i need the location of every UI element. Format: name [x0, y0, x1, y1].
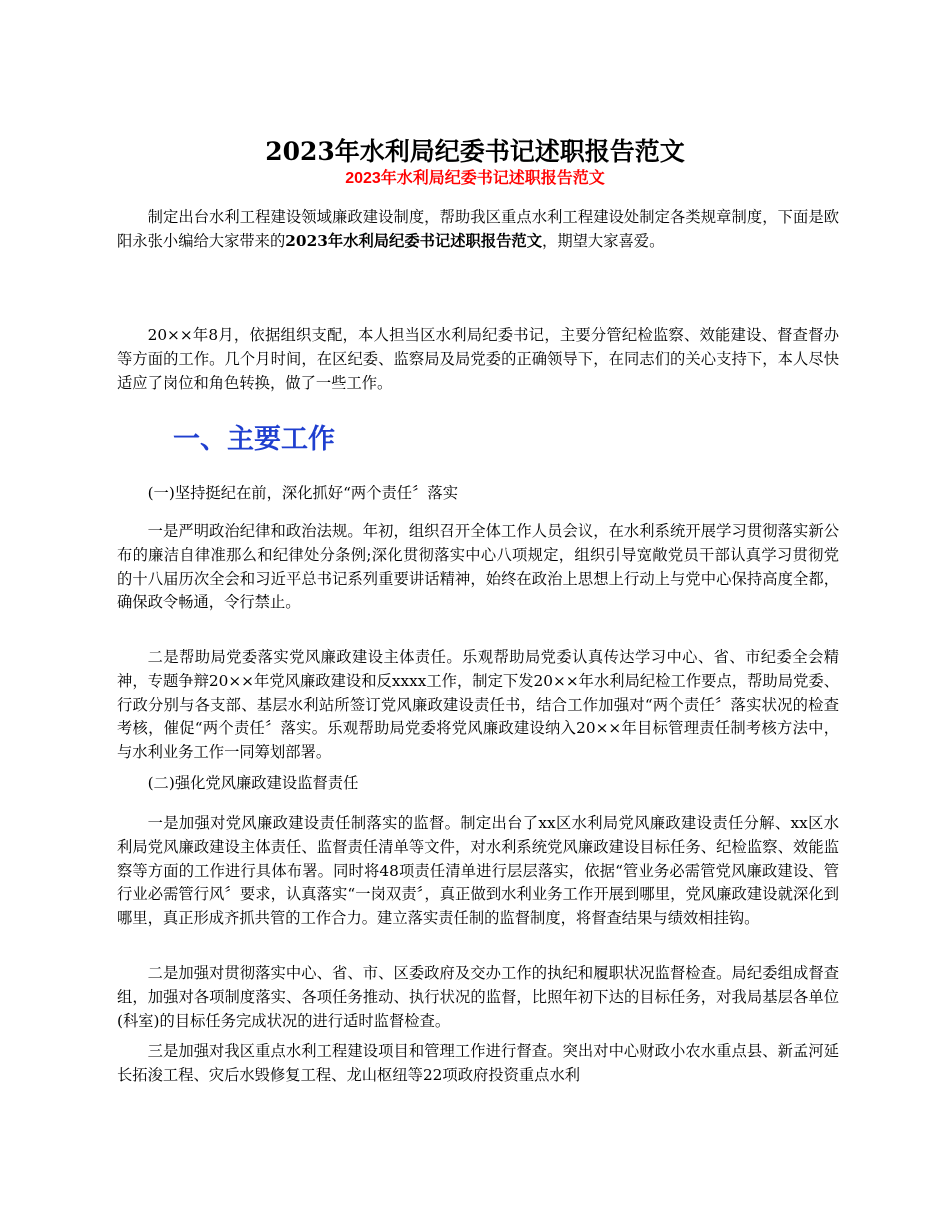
intro-bold-title: 2023年水利局纪委书记述职报告范文	[285, 231, 543, 250]
subsection-1-paragraph-2: 二是帮助局党委落实党风廉政建设主体责任。乐观帮助局党委认真传达学习中心、省、市纪委全会精神，专题争辩20××年党风廉政建设和反xxxx工作，制定下发20××年水利局纪检工作要点，帮助局党委、行政分别与各支部、基层水利站所签订党风廉政建设责任书，结合工作加强对“两个责任〞落实状况的检查考核，催促“两个责任〞落实。乐观帮助局党委将党风廉政建设纳入20××年目标管理责任制考核方法中，与水利业务工作一同筹划部署。	[117, 648, 839, 762]
document-subtitle: 2023年水利局纪委书记述职报告范文	[345, 170, 605, 187]
intro-paragraph	[117, 206, 839, 254]
intro-text-end: ，期望大家喜爱。	[542, 231, 665, 250]
subsection-1-title: (一)坚持挺纪在前，深化抓好“两个责任〞落实	[147, 484, 458, 502]
section-heading: 一、主要工作	[173, 424, 335, 455]
subsection-2-paragraph-3: 三是加强对我区重点水利工程建设项目和管理工作进行督查。突出对中心财政小农水重点县、新孟河延长拓浚工程、灾后水毁修复工程、龙山枢纽等22项政府投资重点水利	[117, 1042, 839, 1084]
subsection-2-title: (二)强化党风廉政建设监督责任	[147, 774, 359, 792]
subsection-1-paragraph-1: 一是严明政治纪律和政治法规。年初，组织召开全体工作人员会议，在水利系统开展学习贯彻落实新公布的廉洁自律准那么和纪律处分条例;深化贯彻落实中心八项规定，组织引导宽敞党员干部认真学习贯彻党的十八届历次全会和习近平总书记系列重要讲话精神，始终在政治上思想上行动上与党中心保持高度全都，确保政令畅通，令行禁止。	[117, 522, 839, 612]
subsection-2-paragraph-2: 二是加强对贯彻落实中心、省、市、区委政府及交办工作的执纪和履职状况监督检查。局纪委组成督查组，加强对各项制度落实、各项任务推动、执行状况的监督，比照年初下达的目标任务，对我局基层各单位(科室)的目标任务完成状况的进行适时监督检查。	[117, 964, 839, 1030]
subsection-2-paragraph-1: 一是加强对党风廉政建设责任制落实的监督。制定出台了xx区水利局党风廉政建设责任分解、xx区水利局党风廉政建设主体责任、监督责任清单等文件，对水利系统党风廉政建设目标任务、纪检监察、效能监察等方面的工作进行具体布署。同时将48项责任清单进行层层落实，依据“管业务必需管党风廉政建设、管行业必需管行风〞要求，认真落实“一岗双责〞，真正做到水利业务工作开展到哪里，党风廉政建设就深化到哪里，真正形成齐抓共管的工作合力。建立落实责任制的监督制度，将督查结果与绩效相挂钩。	[117, 814, 839, 928]
document-title: 2023年水利局纪委书记述职报告范文	[265, 137, 685, 166]
opening-paragraph: 20××年8月，依据组织支配，本人担当区水利局纪委书记，主要分管纪检监察、效能建设、督查督办等方面的工作。几个月时间，在区纪委、监察局及局党委的正确领导下，在同志们的关心支持下，本人尽快适应了岗位和角色转换，做了一些工作。	[117, 326, 839, 392]
intro-text: 制定出台水利工程建设领域廉政建设制度，帮助我区重点水利工程建设处制定各类规章制度，下面是欧阳永张小编给大家带来的	[117, 208, 839, 250]
